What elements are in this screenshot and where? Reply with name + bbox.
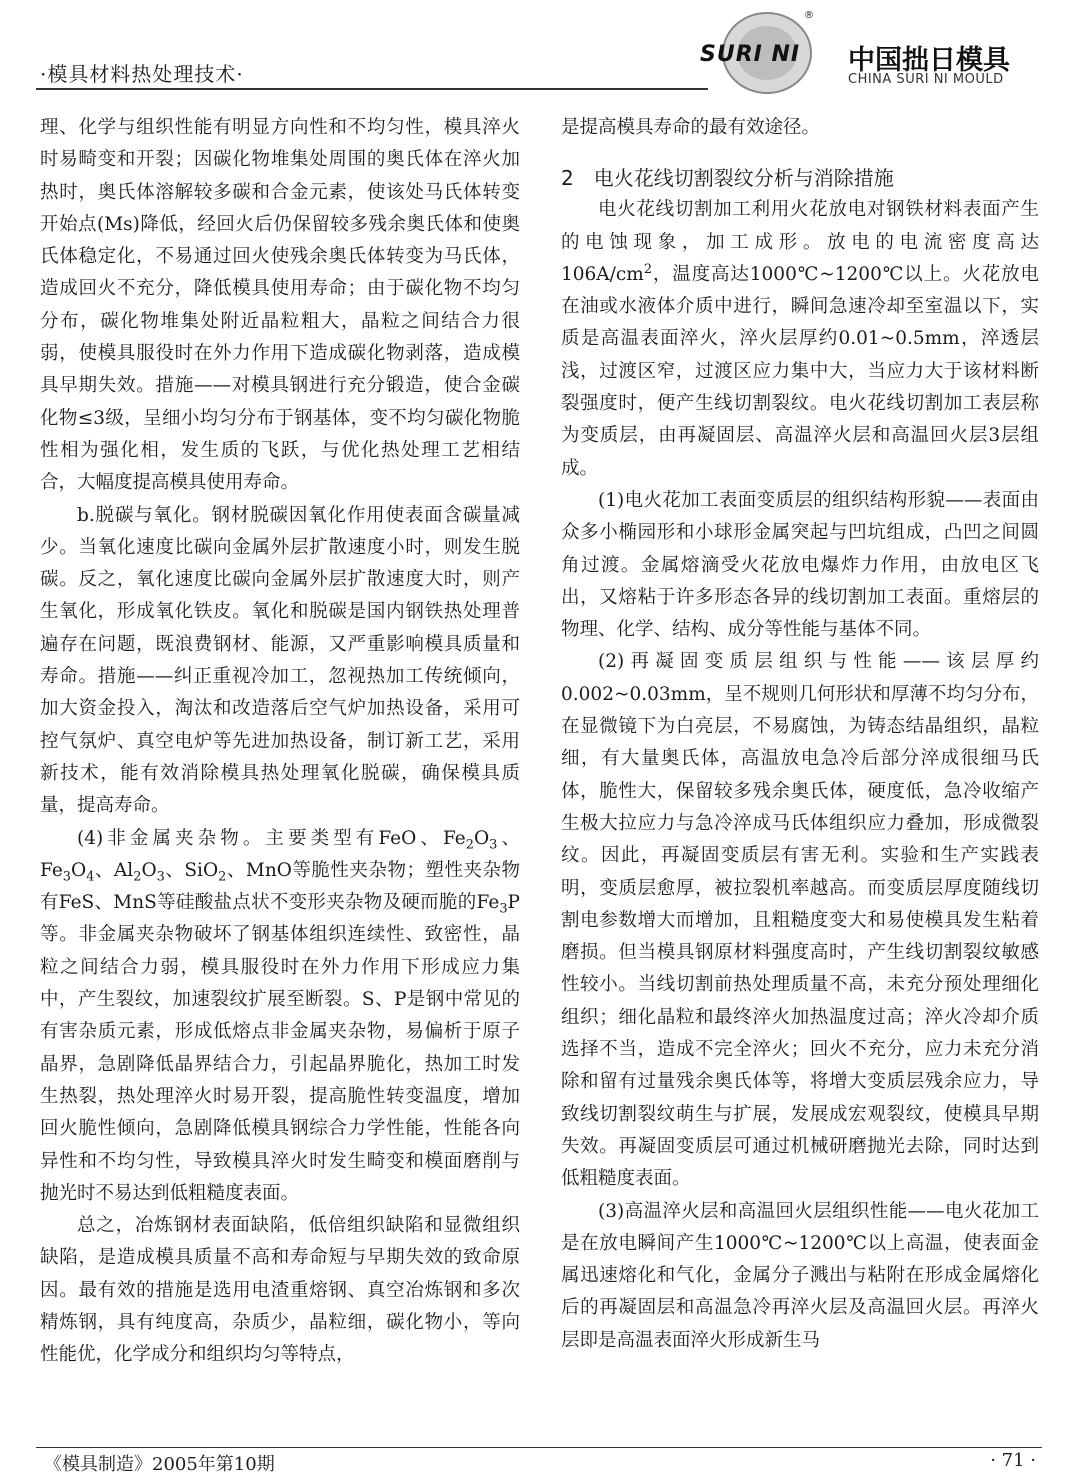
paragraph: (1)电火花加工表面变质层的组织结构形貌——表面由众多小椭园形和小球形金属突起与凹坑组成，凸凹之间圆角过渡。金属熔滴受火花放电爆炸力作用，由放电区飞出，又熔粘于许多形态各异的线切割加工表面。重熔层的物理、化学、结构、成分等性能与基体不同。 [561,489,1039,641]
paragraph: 理、化学与组织性能有明显方向性和不均匀性，模具淬火时易畸变和开裂；因碳化物堆集处周围的奥氏体在淬火加热时，奥氏体溶解较多碳和合金元素，使该处马氏体转变开始点(Ms)降低，经回火后仍保留较多残余奥氏体和使奥氏体稳定化，不易通过回火使残余奥氏体转变为马氏体，造成回火不充分，降低模具使用寿命；由于碳化物不均匀分布，碳化物堆集处附近晶粒粗大，晶粒之间结合力很弱，使模具服役时在外力作用下造成碳化物剥落，造成模具早期失效。措施——对模具钢进行充分锻造，使合金碳化物≤3级，呈细小均匀分布于钢基体，变不均匀碳化物脆性相为强化相，发生质的飞跃，与优化热处理工艺相结合，大幅度提高模具使用寿命。 [40,117,520,494]
header-rule [36,88,708,90]
paragraph: 是提高模具寿命的最有效途径。 [561,117,821,138]
left-column [40,112,520,1372]
paragraph: (4)非金属夹杂物。主要类型有FeO、$Fe_2O_3$、$Fe_3O_4$、$Al_2O_3$、SiO$_2$、MnO等脆性夹杂物；塑性夹杂物有FeS、MnS等硅酸盐点状不变形夹杂物及硬而脆的$Fe_3P$等。非金属夹杂物破坏了钢基体组织连续性、致密性，晶粒之间结合力弱，模具服役时在外力作用下形成应力集中，产生裂纹，加速裂纹扩展至断裂。S、P是钢中常见的有害杂质元素，形成低熔点非金属夹杂物，易偏析于原子晶界，急剧降低晶界结合力，引起晶界脆化，热加工时发生热裂，热处理淬火时易开裂，提高脆性转变温度，增加回火脆性倾向，急剧降低模具钢综合力学性能，性能各向异性和不均匀性，导致模具淬火时发生畸变和模面磨削与抛光时不易达到低粗糙度表面。 [40,827,520,1204]
section-title: ·模具材料热处理技术· [40,62,244,86]
logo-chinese-text: 中国拙日模具 [848,45,1010,76]
right-column [561,112,1039,1357]
logo-latin-text: SURI NI [700,42,801,67]
paragraph: 电火花线切割加工利用火花放电对钢铁材料表面产生的电蚀现象，加工成形。放电的电流密度高达$106A/cm^2$，温度高达1000℃~1200℃以上。火花放电在油或水液体介质中进行，瞬间急速冷却至室温以下，实质是高温表面淬火，淬火层厚约0.01~0.5mm，淬透层浅，过渡区窄，过渡区应力集中大，当应力大于该材料断裂强度时，便产生线切割裂纹。电火花线切割加工表层称为变质层，由再凝固层、高温淬火层和高温回火层3层组成。 [561,199,1039,479]
paragraph: (3)高温淬火层和高温回火层组织性能——电火花加工是在放电瞬间产生1000℃~1200℃以上高温，使表面金属迅速熔化和气化，金属分子溅出与粘附在形成金属熔化后的再凝固层和高温急冷再淬火层及高温回火层。再淬火层即是高温表面淬火形成新生马 [561,1200,1039,1351]
page-number: · 71 · [990,1450,1036,1471]
section-heading: 2 电火花线切割裂纹分析与消除措施 [561,166,894,191]
paragraph: 总之，冶炼钢材表面缺陷，低倍组织缺陷和显微组织缺陷，是造成模具质量不高和寿命短与早期失效的致命原因。最有效的措施是选用电渣重熔钢、真空冶炼钢和多次精炼钢，具有纯度高，杂质少，晶粒细，碳化物小，等向性能优，化学成分和组织均匀等特点， [40,1215,520,1366]
page-header [0,0,1080,100]
logo-english-text: CHINA SURI NI MOULD [848,72,1004,87]
paragraph: (2)再凝固变质层组织与性能——该层厚约0.002~0.03mm，呈不规则几何形状和厚薄不均匀分布，在显微镜下为白亮层，不易腐蚀，为铸态结晶组织，晶粒细，有大量奥氏体，高温放电急冷后部分淬成很细马氏体，脆性大，保留较多残余奥氏体，硬度低，急冷收缩产生极大拉应力与急冷淬成马氏体组织应力叠加，形成微裂纹。因此，再凝固变质层有害无利。实验和生产实践表明，变质层愈厚，被拉裂机率越高。而变质层厚度随线切割电参数增大而增加，且粗糙度变大和易使模具发生粘着磨损。但当模具钢原材料强度高时，产生线切割裂纹敏感性较小。当线切割前热处理质量不高，未充分预处理细化组织；细化晶粒和最终淬火加热温度过高；淬火冷却介质选择不当，造成不完全淬火；回火不充分，应力未充分消除和留有过量残余奥氏体等，将增大变质层残余应力，导致线切割裂纹萌生与扩展，发展成宏观裂纹，使模具早期失效。再凝固变质层可通过机械研磨抛光去除，同时达到低粗糙度表面。 [561,651,1039,1190]
paragraph: b.脱碳与氧化。钢材脱碳因氧化作用使表面含碳量减少。当氧化速度比碳向金属外层扩散速度小时，则发生脱碳。反之，氧化速度比碳向金属外层扩散速度大时，则产生氧化，形成氧化铁皮。氧化和脱碳是国内钢铁热处理普遍存在问题，既浪费钢材、能源，又严重影响模具质量和寿命。措施——纠正重视冷加工，忽视热加工传统倾向，加大资金投入，淘汰和改造落后空气炉加热设备，采用可控气氛炉、真空电炉等先进加热设备，制订新工艺，采用新技术，能有效消除模具热处理氧化脱碳，确保模具质量，提高寿命。 [40,504,520,817]
registered-mark: ® [804,10,814,21]
journal-citation: 《模具制造》2005年第10期 [44,1454,275,1475]
footer-rule [36,1447,1042,1448]
